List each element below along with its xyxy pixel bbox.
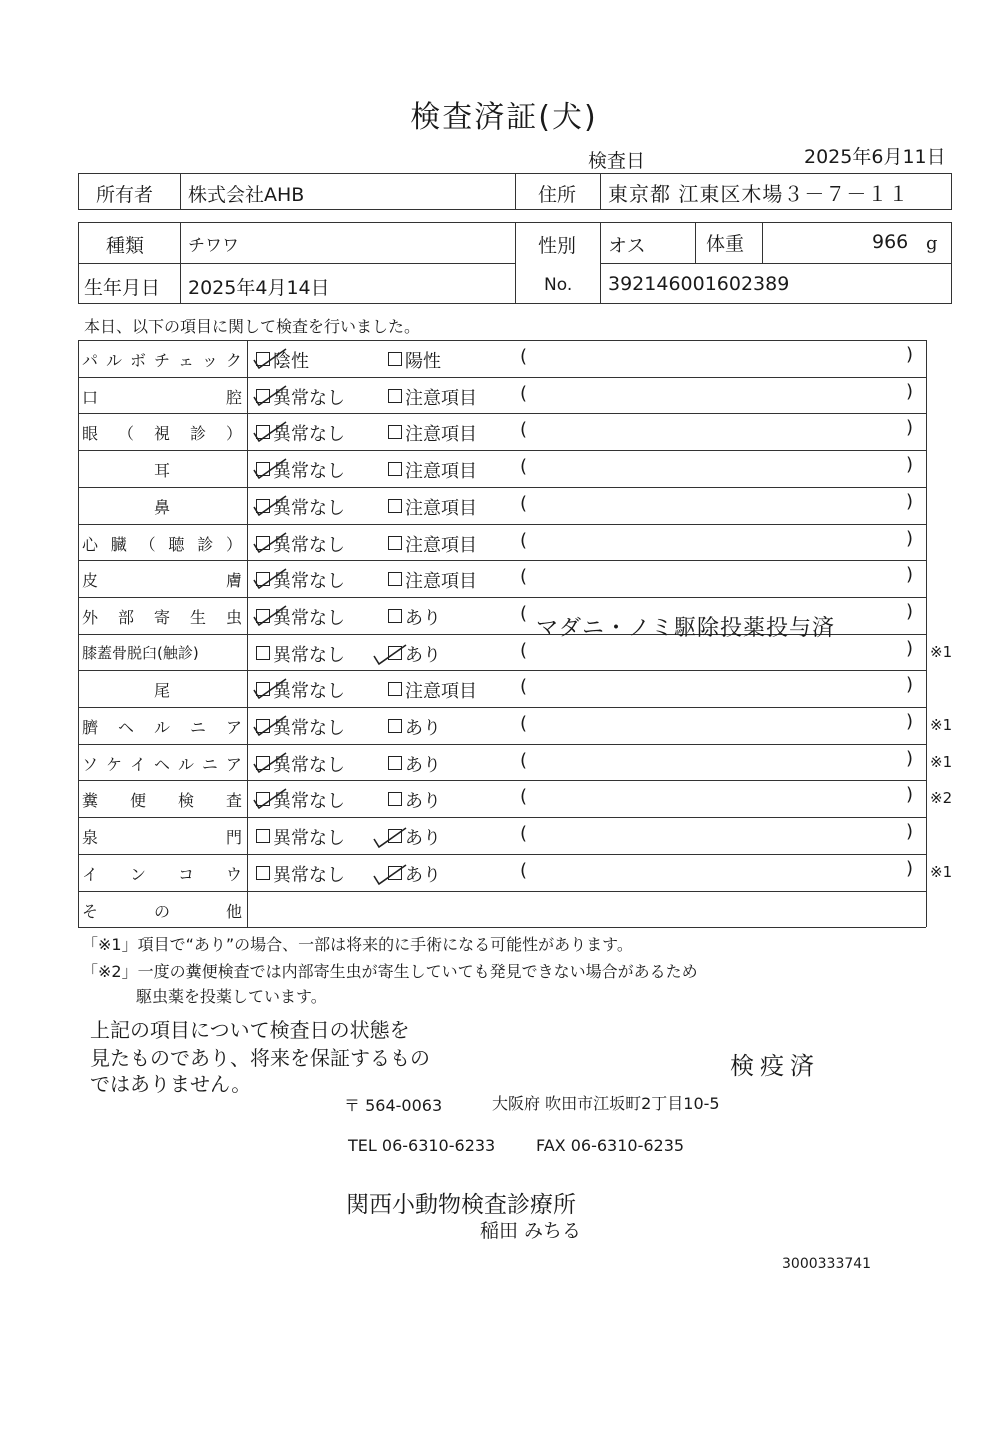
remark-open-paren: ( xyxy=(520,749,528,771)
checkbox-icon[interactable] xyxy=(256,462,270,476)
option-abnormal-label: 注意項目 xyxy=(405,497,477,519)
option-normal[interactable] xyxy=(256,714,345,740)
item-label: 眼 （ 視 診 ） xyxy=(82,424,242,444)
option-normal-label: 異常なし xyxy=(273,607,345,629)
option-normal-label: 異常なし xyxy=(273,534,345,556)
checkbox-icon[interactable] xyxy=(388,866,402,880)
birth-date: 2025年4月14日 xyxy=(188,277,330,299)
owner-label: 所有者 xyxy=(96,184,154,206)
remark-close-paren: ) xyxy=(906,784,914,806)
option-abnormal-label: あり xyxy=(405,607,441,629)
checkbox-icon[interactable] xyxy=(388,389,402,403)
note-mark: ※2 xyxy=(930,789,953,808)
remark-open-paren: ( xyxy=(520,419,528,441)
remark-close-paren: ) xyxy=(906,857,914,879)
remark-close-paren: ) xyxy=(906,490,914,512)
owner-address: 東京都 江東区木場３－７－１１ xyxy=(608,182,910,206)
checkbox-icon[interactable] xyxy=(256,792,270,806)
option-normal[interactable] xyxy=(256,567,345,593)
option-normal[interactable] xyxy=(256,531,345,557)
option-abnormal-label: 注意項目 xyxy=(405,571,477,593)
checkbox-icon[interactable] xyxy=(388,646,402,660)
option-normal-label: 異常なし xyxy=(273,497,345,519)
option-abnormal[interactable] xyxy=(388,824,441,850)
statement-line-2: 見たものであり、将来を保証するもの xyxy=(90,1046,430,1070)
option-normal[interactable] xyxy=(256,751,345,777)
checkbox-icon[interactable] xyxy=(256,499,270,513)
remark-close-paren: ) xyxy=(906,600,914,622)
option-abnormal[interactable] xyxy=(388,494,477,520)
remark-close-paren: ) xyxy=(906,344,914,365)
remark-close-paren: ) xyxy=(906,637,914,659)
option-normal[interactable] xyxy=(256,604,345,630)
option-normal-label: 異常なし xyxy=(273,681,345,703)
option-normal-label: 異常なし xyxy=(273,387,345,409)
option-abnormal[interactable] xyxy=(388,457,477,483)
remark-open-paren: ( xyxy=(520,566,528,588)
remark-close-paren: ) xyxy=(906,747,914,769)
option-normal-label: 異常なし xyxy=(273,754,345,776)
remark-open-paren: ( xyxy=(520,382,528,404)
option-normal[interactable] xyxy=(256,641,345,667)
other-label: そ の 他 xyxy=(82,901,242,921)
option-normal[interactable] xyxy=(256,677,345,703)
option-abnormal[interactable] xyxy=(388,384,477,410)
breed-label: 種類 xyxy=(106,235,145,257)
option-normal-label: 異常なし xyxy=(273,571,345,593)
item-label: 糞 便 検 査 xyxy=(82,791,242,811)
option-abnormal-label: 注意項目 xyxy=(405,461,477,483)
option-abnormal[interactable] xyxy=(388,861,441,887)
option-abnormal-label: 注意項目 xyxy=(405,424,477,446)
option-abnormal[interactable] xyxy=(388,604,441,630)
option-abnormal-label: あり xyxy=(405,828,441,850)
item-label: イ ン コ ウ xyxy=(82,864,242,884)
option-normal[interactable] xyxy=(256,787,345,813)
option-normal-label: 異常なし xyxy=(273,791,345,813)
clinic-address: 大阪府 吹田市江坂町2丁目10-5 xyxy=(492,1094,720,1113)
option-normal[interactable] xyxy=(256,384,345,410)
option-abnormal[interactable] xyxy=(388,751,441,777)
option-abnormal-label: あり xyxy=(405,791,441,813)
item-label: 口 腔 xyxy=(82,387,242,407)
weight-value: 966 xyxy=(872,231,909,253)
remark-open-paren: ( xyxy=(520,676,528,698)
remark-open-paren: ( xyxy=(520,713,528,734)
remark-open-paren: ( xyxy=(520,786,528,808)
option-abnormal-label: あり xyxy=(405,718,441,739)
option-normal[interactable] xyxy=(256,457,345,483)
item-label: 臍 ヘ ル ニ ア xyxy=(82,718,242,737)
option-abnormal[interactable] xyxy=(388,347,441,373)
weight-label: 体重 xyxy=(706,233,745,255)
remark-close-paren: ) xyxy=(906,417,914,439)
checkbox-icon[interactable] xyxy=(256,829,270,843)
quarantine-stamp: 検疫済 xyxy=(730,1052,820,1080)
option-normal[interactable] xyxy=(256,494,345,520)
remark-open-paren: ( xyxy=(520,639,528,661)
note-mark: ※1 xyxy=(930,752,953,771)
note-2-cont: 駆虫薬を投薬しています。 xyxy=(136,987,327,1006)
option-abnormal-label: あり xyxy=(405,754,441,776)
remark-close-paren: ) xyxy=(906,711,914,732)
clinic-fax: FAX 06-6310-6235 xyxy=(536,1136,685,1155)
item-label: 鼻 xyxy=(153,497,170,517)
note-2: 「※2」一度の糞便検査では内部寄生虫が寄生していても発見できない場合があるため xyxy=(82,962,698,981)
clinic-tel: TEL 06-6310-6233 xyxy=(348,1136,496,1155)
checkbox-icon[interactable] xyxy=(388,499,402,513)
weight-unit: g xyxy=(926,233,938,254)
item-label: 皮 膚 xyxy=(82,571,242,591)
remark-close-paren: ) xyxy=(906,674,914,696)
checkbox-icon[interactable] xyxy=(256,389,270,403)
option-abnormal[interactable] xyxy=(388,677,477,703)
statement-line-1: 上記の項目について検査日の状態を xyxy=(90,1018,410,1042)
checkbox-icon[interactable] xyxy=(388,536,402,550)
option-abnormal[interactable] xyxy=(388,420,477,446)
note-mark: ※1 xyxy=(930,862,953,881)
no-label: No. xyxy=(544,275,573,295)
clinic-person: 稲田 みちる xyxy=(480,1220,582,1242)
item-label: 膝蓋骨脱臼(触診) xyxy=(82,643,199,662)
checkbox-icon[interactable] xyxy=(256,425,270,439)
option-abnormal-label: あり xyxy=(405,644,441,666)
option-normal-label: 陰性 xyxy=(273,351,309,372)
option-normal-label: 異常なし xyxy=(273,461,345,483)
option-abnormal-label: 注意項目 xyxy=(405,681,477,703)
remark-open-paren: ( xyxy=(520,823,528,845)
option-normal[interactable] xyxy=(256,420,345,446)
postal-code: 〒 564-0063 xyxy=(344,1096,443,1115)
item-label: 心 臓 （ 聴 診 ） xyxy=(82,534,242,554)
remark-close-paren: ) xyxy=(906,380,914,402)
item-label: 耳 xyxy=(153,461,170,481)
option-abnormal-label: 注意項目 xyxy=(405,534,477,556)
checkbox-icon[interactable] xyxy=(256,719,270,733)
breed: チワワ xyxy=(188,236,239,256)
intro-text: 本日、以下の項目に関して検査を行いました。 xyxy=(84,317,421,336)
remark-open-paren: ( xyxy=(520,346,528,367)
checkbox-icon[interactable] xyxy=(256,352,270,366)
clinic-name: 関西小動物検査診療所 xyxy=(346,1192,576,1218)
checkbox-icon[interactable] xyxy=(256,866,270,880)
note-mark: ※1 xyxy=(930,716,953,734)
option-normal[interactable] xyxy=(256,347,309,373)
option-normal-label: 異常なし xyxy=(273,864,345,886)
checkbox-icon[interactable] xyxy=(256,682,270,696)
sex: オス xyxy=(608,235,646,257)
item-label: ソ ケ イ ヘ ル ニ ア xyxy=(82,754,242,774)
remark-open-paren: ( xyxy=(520,492,528,514)
option-abnormal[interactable] xyxy=(388,641,441,667)
remark-open-paren: ( xyxy=(520,602,528,624)
note-1: 「※1」項目で“あり”の場合、一部は将来的に手術になる可能性があります。 xyxy=(82,935,633,954)
checkbox-icon[interactable] xyxy=(388,352,402,366)
checkbox-icon[interactable] xyxy=(256,609,270,623)
checkbox-icon[interactable] xyxy=(256,646,270,660)
remark-open-paren: ( xyxy=(520,859,528,881)
checkbox-icon[interactable] xyxy=(388,572,402,586)
option-normal-label: 異常なし xyxy=(273,644,345,666)
serial-number: 3000333741 xyxy=(782,1256,872,1272)
option-abnormal-label: 注意項目 xyxy=(405,387,477,409)
statement-line-3: ではありません。 xyxy=(90,1072,252,1096)
inspection-date: 2025年6月11日 xyxy=(804,146,946,168)
option-abnormal[interactable] xyxy=(388,567,477,593)
checkbox-icon[interactable] xyxy=(388,719,402,733)
remark-open-paren: ( xyxy=(520,529,528,551)
registration-no: 392146001602389 xyxy=(608,273,790,295)
owner-name: 株式会社AHB xyxy=(188,184,305,206)
item-label: パ ル ボ チ ェ ッ ク xyxy=(82,351,242,370)
option-abnormal[interactable] xyxy=(388,531,477,557)
birth-label: 生年月日 xyxy=(84,277,161,299)
page-title: 検査済証(犬) xyxy=(410,100,598,135)
option-abnormal-label: 陽性 xyxy=(405,351,441,372)
remark-close-paren: ) xyxy=(906,564,914,586)
option-normal[interactable] xyxy=(256,861,345,887)
checkbox-icon[interactable] xyxy=(388,756,402,770)
checkbox-icon[interactable] xyxy=(256,756,270,770)
checkbox-icon[interactable] xyxy=(388,682,402,696)
option-normal[interactable] xyxy=(256,824,345,850)
remark-close-paren: ) xyxy=(906,527,914,549)
checkbox-icon[interactable] xyxy=(388,609,402,623)
remark-close-paren: ) xyxy=(906,454,914,476)
option-abnormal[interactable] xyxy=(388,787,441,813)
option-normal-label: 異常なし xyxy=(273,424,345,446)
option-abnormal[interactable] xyxy=(388,714,441,740)
checkbox-icon[interactable] xyxy=(256,536,270,550)
note-mark: ※1 xyxy=(930,642,953,661)
item-label: 尾 xyxy=(153,681,170,701)
checkbox-icon[interactable] xyxy=(388,829,402,843)
remark-text: マダニ・ノミ駆除投薬投与済 xyxy=(536,615,836,641)
address-label: 住所 xyxy=(538,184,577,206)
checkbox-icon[interactable] xyxy=(388,425,402,439)
option-normal-label: 異常なし xyxy=(273,828,345,850)
option-abnormal-label: あり xyxy=(405,864,441,886)
inspection-date-label: 検査日 xyxy=(588,150,646,172)
checkbox-icon[interactable] xyxy=(388,792,402,806)
sex-label: 性別 xyxy=(538,235,577,257)
remark-open-paren: ( xyxy=(520,456,528,478)
remark-close-paren: ) xyxy=(906,821,914,843)
checkbox-icon[interactable] xyxy=(388,462,402,476)
item-label: 泉 門 xyxy=(82,828,242,848)
item-label: 外 部 寄 生 虫 xyxy=(82,607,242,627)
checkbox-icon[interactable] xyxy=(256,572,270,586)
option-normal-label: 異常なし xyxy=(273,718,345,739)
